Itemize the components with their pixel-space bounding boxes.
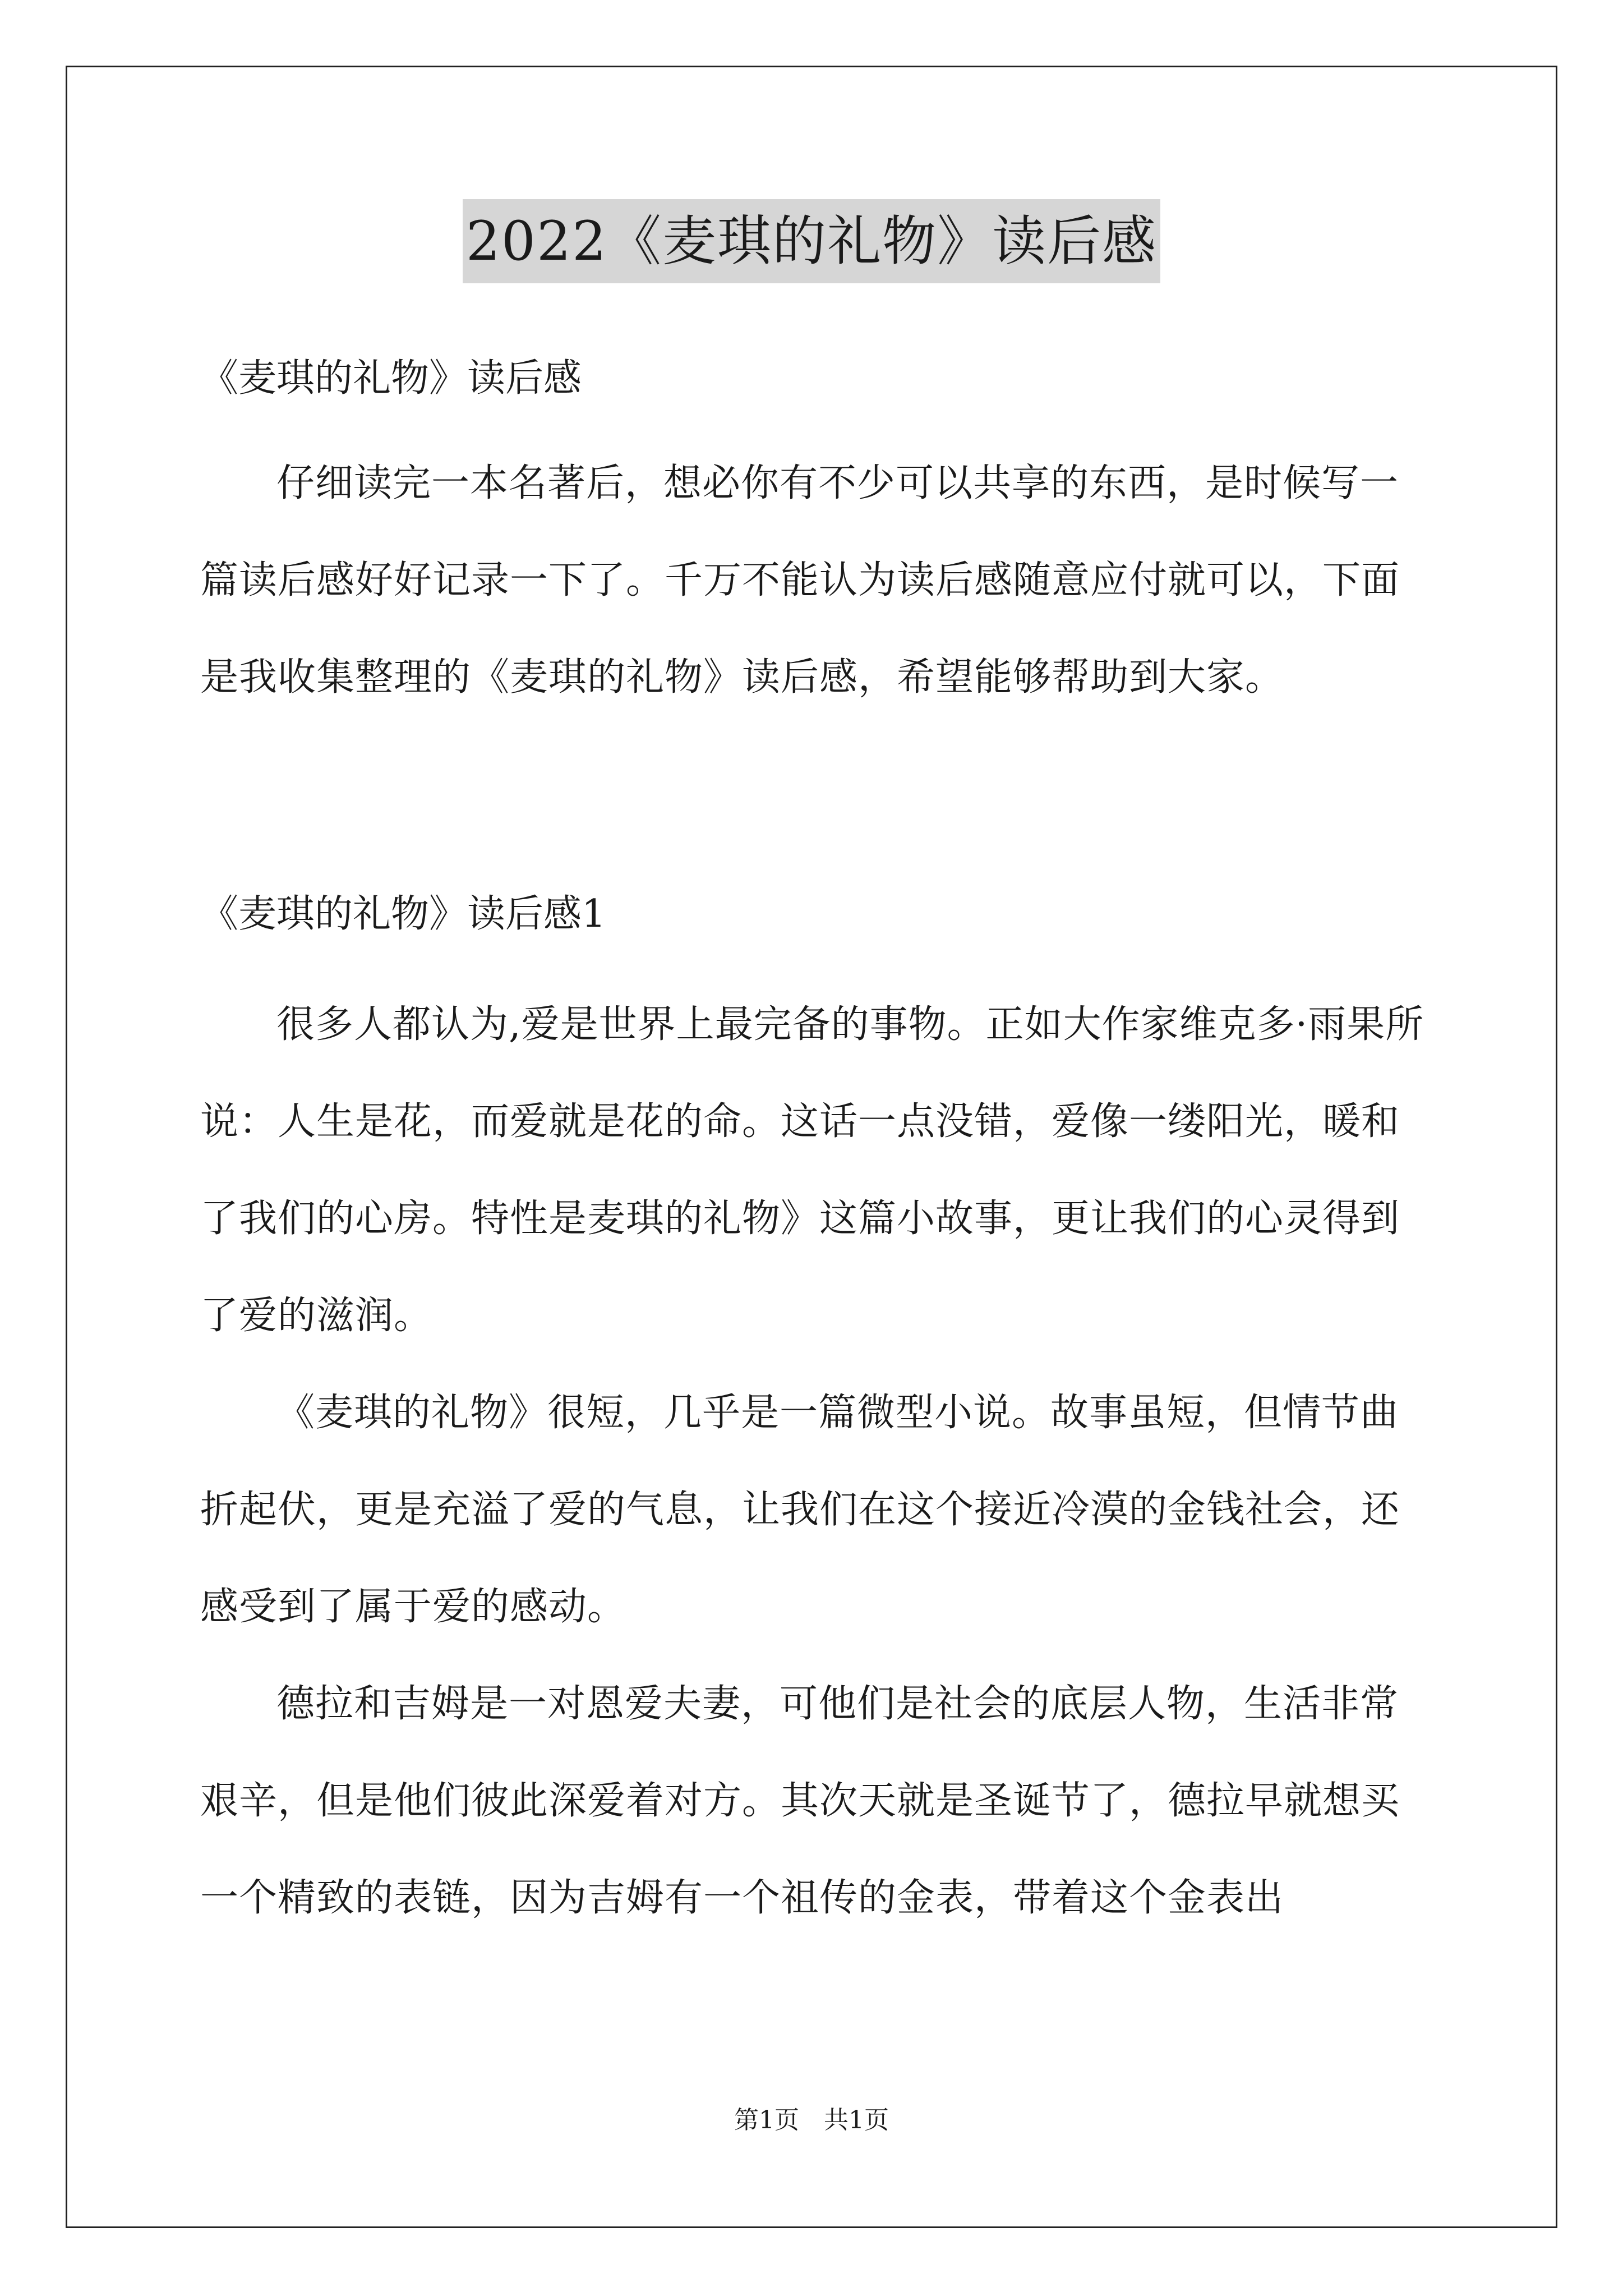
document-title: 2022《麦琪的礼物》读后感 bbox=[463, 199, 1160, 283]
body-paragraph: 德拉和吉姆是一对恩爱夫妻，可他们是社会的底层人物，生活非常艰辛，但是他们彼此深爱着对方。其次天就是圣诞节了，德拉早就想买一个精致的表链，因为吉姆有一个祖传的金表，带着这个金表出 bbox=[200, 1682, 1400, 1920]
body-paragraph: 很多人都认为,爱是世界上最完备的事物。正如大作家维克多·雨果所说：人生是花，而爱就是花的命。这话一点没错，爱像一缕阳光，暖和了我们的心房。特性是麦琪的礼物》这篇小故事，更让我们的心灵得到了爱的滋润。 bbox=[200, 1002, 1424, 1338]
body-paragraphs bbox=[200, 976, 1434, 1947]
intro-section bbox=[200, 303, 1434, 726]
section-heading: 《麦琪的礼物》读后感1 bbox=[200, 892, 606, 936]
page-number: 第1页 bbox=[734, 2106, 799, 2134]
page-total: 共1页 bbox=[824, 2106, 889, 2134]
intro-heading: 《麦琪的礼物》读后感 bbox=[200, 356, 582, 401]
page-footer bbox=[0, 2104, 1623, 2137]
body-paragraph: 《麦琪的礼物》很短，几乎是一篇微型小说。故事虽短，但情节曲折起伏，更是充溢了爱的气息，让我们在这个接近冷漠的金钱社会，还感受到了属于爱的感动。 bbox=[200, 1391, 1400, 1629]
intro-paragraph: 仔细读完一本名著后，想必你有不少可以共享的东西，是时候写一篇读后感好好记录一下了。千万不能认为读后感随意应付就可以，下面是我收集整理的《麦琪的礼物》读后感，希望能够帮助到大家。 bbox=[200, 461, 1400, 700]
title-container bbox=[0, 199, 1623, 283]
